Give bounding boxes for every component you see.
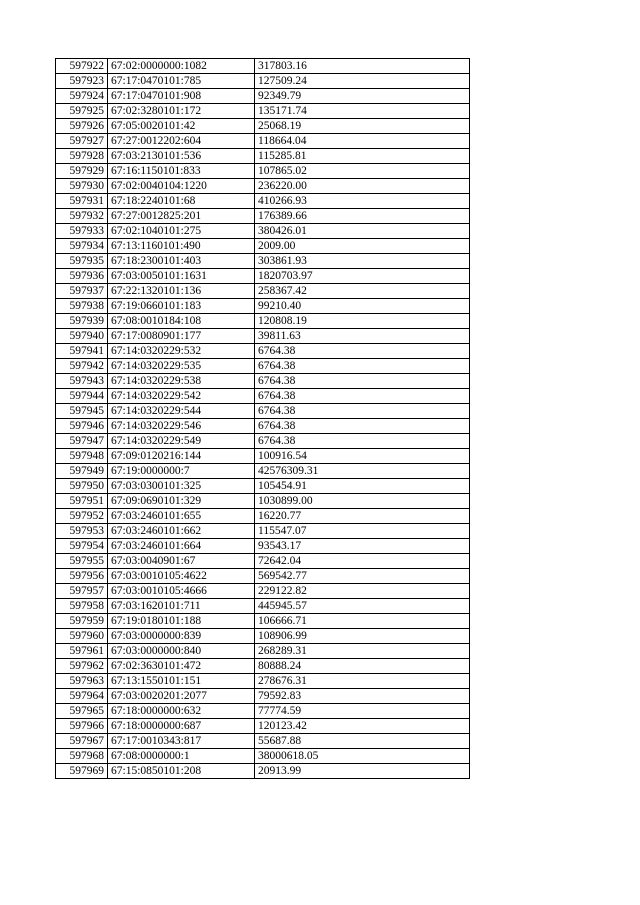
value-cell: 410266.93 <box>255 194 470 209</box>
value-cell: 1820703.97 <box>255 269 470 284</box>
cadastral-number-cell: 67:03:2130101:536 <box>108 149 255 164</box>
value-cell: 135171.74 <box>255 104 470 119</box>
cadastral-number-cell: 67:09:0690101:329 <box>108 494 255 509</box>
table-row <box>56 719 470 734</box>
table-row <box>56 419 470 434</box>
record-id-cell: 597960 <box>56 629 108 644</box>
table-row <box>56 734 470 749</box>
record-id-cell: 597958 <box>56 599 108 614</box>
value-cell: 317803.16 <box>255 59 470 74</box>
value-cell: 1030899.00 <box>255 494 470 509</box>
cadastral-number-cell: 67:13:1550101:151 <box>108 674 255 689</box>
value-cell: 20913.99 <box>255 764 470 779</box>
value-cell: 236220.00 <box>255 179 470 194</box>
cadastral-number-cell: 67:16:1150101:833 <box>108 164 255 179</box>
table-row <box>56 299 470 314</box>
table-row <box>56 104 470 119</box>
record-id-cell: 597953 <box>56 524 108 539</box>
cadastral-number-cell: 67:17:0470101:785 <box>108 74 255 89</box>
table-row <box>56 764 470 779</box>
value-cell: 38000618.05 <box>255 749 470 764</box>
cadastral-number-cell: 67:15:0850101:208 <box>108 764 255 779</box>
value-cell: 6764.38 <box>255 404 470 419</box>
cadastral-number-cell: 67:03:0010105:4666 <box>108 584 255 599</box>
record-id-cell: 597968 <box>56 749 108 764</box>
table-row <box>56 59 470 74</box>
record-id-cell: 597942 <box>56 359 108 374</box>
data-table <box>55 58 470 779</box>
cadastral-number-cell: 67:09:0120216:144 <box>108 449 255 464</box>
table-row <box>56 209 470 224</box>
value-cell: 107865.02 <box>255 164 470 179</box>
cadastral-number-cell: 67:03:0300101:325 <box>108 479 255 494</box>
value-cell: 6764.38 <box>255 389 470 404</box>
table-row <box>56 524 470 539</box>
value-cell: 6764.38 <box>255 419 470 434</box>
value-cell: 93543.17 <box>255 539 470 554</box>
value-cell: 6764.38 <box>255 434 470 449</box>
record-id-cell: 597938 <box>56 299 108 314</box>
record-id-cell: 597931 <box>56 194 108 209</box>
table-row <box>56 569 470 584</box>
record-id-cell: 597954 <box>56 539 108 554</box>
record-id-cell: 597957 <box>56 584 108 599</box>
record-id-cell: 597941 <box>56 344 108 359</box>
value-cell: 258367.42 <box>255 284 470 299</box>
table-row <box>56 239 470 254</box>
cadastral-number-cell: 67:08:0000000:1 <box>108 749 255 764</box>
record-id-cell: 597937 <box>56 284 108 299</box>
value-cell: 120123.42 <box>255 719 470 734</box>
cadastral-number-cell: 67:17:0080901:177 <box>108 329 255 344</box>
table-row <box>56 599 470 614</box>
record-id-cell: 597959 <box>56 614 108 629</box>
record-id-cell: 597923 <box>56 74 108 89</box>
table-row <box>56 464 470 479</box>
record-id-cell: 597929 <box>56 164 108 179</box>
cadastral-number-cell: 67:08:0010184:108 <box>108 314 255 329</box>
cadastral-number-cell: 67:19:0660101:183 <box>108 299 255 314</box>
table-row <box>56 179 470 194</box>
record-id-cell: 597922 <box>56 59 108 74</box>
table-row <box>56 344 470 359</box>
value-cell: 303861.93 <box>255 254 470 269</box>
cadastral-number-cell: 67:14:0320229:544 <box>108 404 255 419</box>
value-cell: 6764.38 <box>255 359 470 374</box>
record-id-cell: 597940 <box>56 329 108 344</box>
record-id-cell: 597945 <box>56 404 108 419</box>
table-row <box>56 584 470 599</box>
value-cell: 569542.77 <box>255 569 470 584</box>
value-cell: 92349.79 <box>255 89 470 104</box>
table-row <box>56 644 470 659</box>
record-id-cell: 597925 <box>56 104 108 119</box>
value-cell: 99210.40 <box>255 299 470 314</box>
value-cell: 100916.54 <box>255 449 470 464</box>
value-cell: 445945.57 <box>255 599 470 614</box>
table-row <box>56 629 470 644</box>
cadastral-number-cell: 67:18:2240101:68 <box>108 194 255 209</box>
table-body <box>56 59 470 779</box>
value-cell: 42576309.31 <box>255 464 470 479</box>
record-id-cell: 597966 <box>56 719 108 734</box>
cadastral-number-cell: 67:14:0320229:532 <box>108 344 255 359</box>
value-cell: 268289.31 <box>255 644 470 659</box>
table-row <box>56 614 470 629</box>
table-row <box>56 284 470 299</box>
record-id-cell: 597930 <box>56 179 108 194</box>
cadastral-number-cell: 67:19:0000000:7 <box>108 464 255 479</box>
cadastral-number-cell: 67:03:1620101:711 <box>108 599 255 614</box>
record-id-cell: 597944 <box>56 389 108 404</box>
value-cell: 127509.24 <box>255 74 470 89</box>
cadastral-number-cell: 67:05:0020101:42 <box>108 119 255 134</box>
table-row <box>56 539 470 554</box>
cadastral-number-cell: 67:14:0320229:542 <box>108 389 255 404</box>
cadastral-number-cell: 67:03:0050101:1631 <box>108 269 255 284</box>
cadastral-number-cell: 67:03:2460101:662 <box>108 524 255 539</box>
value-cell: 25068.19 <box>255 119 470 134</box>
cadastral-number-cell: 67:14:0320229:549 <box>108 434 255 449</box>
record-id-cell: 597956 <box>56 569 108 584</box>
cadastral-number-cell: 67:17:0470101:908 <box>108 89 255 104</box>
record-id-cell: 597933 <box>56 224 108 239</box>
table-row <box>56 164 470 179</box>
cadastral-number-cell: 67:03:2460101:655 <box>108 509 255 524</box>
record-id-cell: 597951 <box>56 494 108 509</box>
table-row <box>56 119 470 134</box>
record-id-cell: 597935 <box>56 254 108 269</box>
value-cell: 2009.00 <box>255 239 470 254</box>
cadastral-number-cell: 67:13:1160101:490 <box>108 239 255 254</box>
table-row <box>56 434 470 449</box>
table-row <box>56 449 470 464</box>
cadastral-number-cell: 67:18:2300101:403 <box>108 254 255 269</box>
cadastral-number-cell: 67:17:0010343:817 <box>108 734 255 749</box>
record-id-cell: 597924 <box>56 89 108 104</box>
value-cell: 77774.59 <box>255 704 470 719</box>
value-cell: 120808.19 <box>255 314 470 329</box>
record-id-cell: 597947 <box>56 434 108 449</box>
record-id-cell: 597961 <box>56 644 108 659</box>
table-row <box>56 659 470 674</box>
record-id-cell: 597952 <box>56 509 108 524</box>
table-row <box>56 374 470 389</box>
table-row <box>56 269 470 284</box>
value-cell: 79592.83 <box>255 689 470 704</box>
table-row <box>56 224 470 239</box>
record-id-cell: 597949 <box>56 464 108 479</box>
table-row <box>56 89 470 104</box>
record-id-cell: 597927 <box>56 134 108 149</box>
cadastral-number-cell: 67:03:0000000:839 <box>108 629 255 644</box>
cadastral-number-cell: 67:03:0010105:4622 <box>108 569 255 584</box>
record-id-cell: 597948 <box>56 449 108 464</box>
value-cell: 380426.01 <box>255 224 470 239</box>
table-row <box>56 404 470 419</box>
table-row <box>56 689 470 704</box>
table-row <box>56 554 470 569</box>
cadastral-number-cell: 67:19:0180101:188 <box>108 614 255 629</box>
record-id-cell: 597946 <box>56 419 108 434</box>
table-row <box>56 479 470 494</box>
record-id-cell: 597943 <box>56 374 108 389</box>
value-cell: 55687.88 <box>255 734 470 749</box>
value-cell: 6764.38 <box>255 374 470 389</box>
cadastral-number-cell: 67:14:0320229:535 <box>108 359 255 374</box>
cadastral-number-cell: 67:03:0000000:840 <box>108 644 255 659</box>
value-cell: 105454.91 <box>255 479 470 494</box>
cadastral-number-cell: 67:02:1040101:275 <box>108 224 255 239</box>
cadastral-number-cell: 67:03:2460101:664 <box>108 539 255 554</box>
value-cell: 176389.66 <box>255 209 470 224</box>
table-row <box>56 329 470 344</box>
table-row <box>56 134 470 149</box>
table-row <box>56 314 470 329</box>
value-cell: 229122.82 <box>255 584 470 599</box>
record-id-cell: 597955 <box>56 554 108 569</box>
value-cell: 278676.31 <box>255 674 470 689</box>
record-id-cell: 597962 <box>56 659 108 674</box>
value-cell: 39811.63 <box>255 329 470 344</box>
cadastral-number-cell: 67:02:3630101:472 <box>108 659 255 674</box>
table-row <box>56 494 470 509</box>
record-id-cell: 597932 <box>56 209 108 224</box>
value-cell: 6764.38 <box>255 344 470 359</box>
cadastral-number-cell: 67:18:0000000:687 <box>108 719 255 734</box>
table-row <box>56 359 470 374</box>
cadastral-number-cell: 67:18:0000000:632 <box>108 704 255 719</box>
value-cell: 108906.99 <box>255 629 470 644</box>
cadastral-number-cell: 67:02:0040104:1220 <box>108 179 255 194</box>
value-cell: 80888.24 <box>255 659 470 674</box>
table-row <box>56 704 470 719</box>
value-cell: 72642.04 <box>255 554 470 569</box>
table-row <box>56 749 470 764</box>
record-id-cell: 597967 <box>56 734 108 749</box>
record-id-cell: 597939 <box>56 314 108 329</box>
cadastral-number-cell: 67:27:0012202:604 <box>108 134 255 149</box>
record-id-cell: 597928 <box>56 149 108 164</box>
record-id-cell: 597965 <box>56 704 108 719</box>
cadastral-number-cell: 67:27:0012825:201 <box>108 209 255 224</box>
table-row <box>56 674 470 689</box>
record-id-cell: 597964 <box>56 689 108 704</box>
table-row <box>56 509 470 524</box>
table-row <box>56 254 470 269</box>
value-cell: 106666.71 <box>255 614 470 629</box>
table-row <box>56 149 470 164</box>
table-row <box>56 74 470 89</box>
cadastral-number-cell: 67:22:1320101:136 <box>108 284 255 299</box>
record-id-cell: 597963 <box>56 674 108 689</box>
record-id-cell: 597936 <box>56 269 108 284</box>
record-id-cell: 597926 <box>56 119 108 134</box>
record-id-cell: 597934 <box>56 239 108 254</box>
record-id-cell: 597950 <box>56 479 108 494</box>
cadastral-number-cell: 67:02:0000000:1082 <box>108 59 255 74</box>
cadastral-number-cell: 67:14:0320229:538 <box>108 374 255 389</box>
record-id-cell: 597969 <box>56 764 108 779</box>
cadastral-number-cell: 67:02:3280101:172 <box>108 104 255 119</box>
cadastral-number-cell: 67:03:0040901:67 <box>108 554 255 569</box>
value-cell: 115285.81 <box>255 149 470 164</box>
value-cell: 115547.07 <box>255 524 470 539</box>
value-cell: 118664.04 <box>255 134 470 149</box>
cadastral-number-cell: 67:03:0020201:2077 <box>108 689 255 704</box>
table-row <box>56 194 470 209</box>
table-row <box>56 389 470 404</box>
cadastral-number-cell: 67:14:0320229:546 <box>108 419 255 434</box>
value-cell: 16220.77 <box>255 509 470 524</box>
